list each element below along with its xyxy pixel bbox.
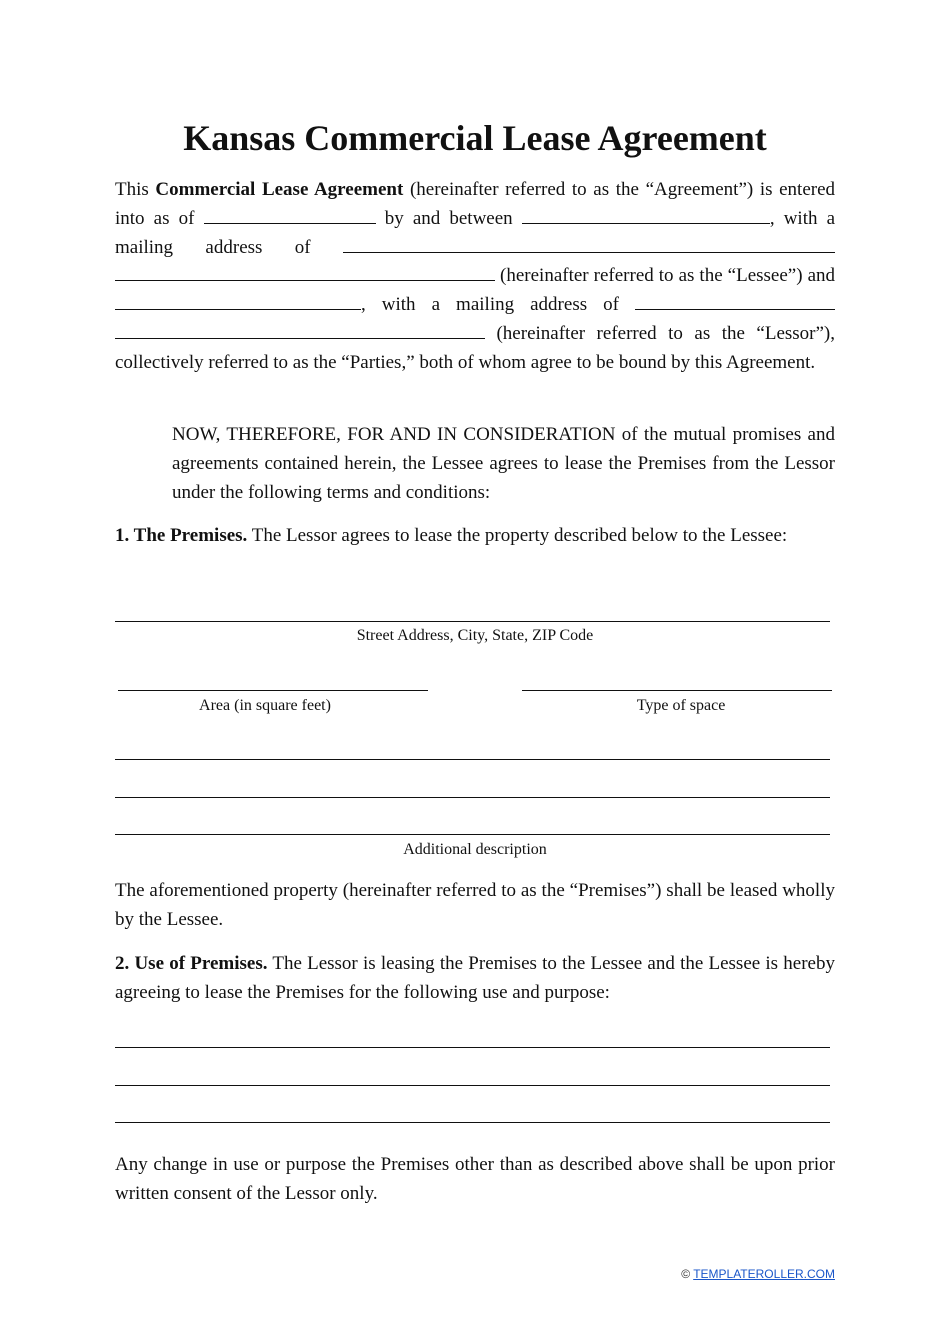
date-blank[interactable]	[204, 222, 376, 224]
templateroller-link[interactable]: TEMPLATEROLLER.COM	[693, 1267, 835, 1281]
intro-text: (hereinafter referred to as the “Lessor”), collectively referred to as the “Parties,” both of whom agree to be bound by this Agreement.	[115, 322, 836, 373]
lessor-name-blank[interactable]	[115, 308, 361, 310]
intro-text: (hereinafter referred to as the “Agreement”) is entered into as of	[115, 179, 836, 229]
additional-caption: Additional description	[403, 841, 547, 858]
use-line-1[interactable]	[115, 1047, 830, 1048]
lessee-name-blank[interactable]	[522, 222, 770, 224]
intro-text: ,	[769, 207, 775, 229]
intro-text: and	[807, 265, 836, 287]
additional-line-3[interactable]	[115, 834, 830, 835]
section-1-heading: 1. The Premises.	[115, 525, 248, 546]
section-2-heading: 2. Use of Premises.	[115, 953, 268, 974]
agreement-name: Commercial Lease Agreement	[155, 179, 404, 200]
document-title: Kansas Commercial Lease Agreement	[183, 118, 767, 158]
lessor-address-blank[interactable]	[635, 308, 835, 310]
additional-line-2[interactable]	[115, 797, 830, 798]
section-2-text: The Lessor is leasing the Premises to the Lessee and the Lessee is hereby agreeing to lease the Premises for the following use and purpose:	[115, 953, 835, 1003]
premises-closing: The aforementioned property (hereinafter referred to as the “Premises”) shall be leased wholly by the Lessee.	[115, 880, 835, 930]
address-line[interactable]	[115, 621, 830, 622]
footer	[681, 1266, 835, 1282]
intro-text: (hereinafter referred to as the “Lessee”)	[500, 265, 803, 287]
section-2-paragraph	[115, 950, 835, 1008]
intro-text: This	[115, 179, 149, 200]
intro-text: by and between	[384, 207, 513, 229]
type-line[interactable]	[522, 690, 832, 691]
copyright-symbol: ©	[681, 1267, 691, 1281]
intro-text: with a mailing address of	[115, 207, 836, 258]
lessee-address-blank[interactable]	[343, 251, 835, 253]
use-line-3[interactable]	[115, 1122, 830, 1123]
type-caption: Type of space	[636, 697, 726, 714]
intro-paragraph	[115, 176, 835, 378]
use-closing: Any change in use or purpose the Premises other than as described above shall be upon prior written consent of the Lessor only.	[115, 1154, 835, 1204]
section-1-text: The Lessor agrees to lease the property described below to the Lessee:	[251, 525, 788, 546]
intro-text: , with a mailing address of	[361, 294, 619, 316]
use-line-2[interactable]	[115, 1085, 830, 1086]
area-caption: Area (in square feet)	[199, 697, 331, 714]
address-caption: Street Address, City, State, ZIP Code	[356, 627, 594, 644]
lessee-address-blank-2[interactable]	[115, 279, 495, 281]
lessor-address-blank-2[interactable]	[115, 337, 485, 339]
section-1-paragraph	[115, 522, 835, 551]
area-line[interactable]	[118, 690, 428, 691]
consideration-paragraph: NOW, THEREFORE, FOR AND IN CONSIDERATION of the mutual promises and agreements contained herein, the Lessee agrees to lease the Premises from the Lessor under the following terms and conditions:	[172, 424, 835, 503]
additional-line-1[interactable]	[115, 759, 830, 760]
